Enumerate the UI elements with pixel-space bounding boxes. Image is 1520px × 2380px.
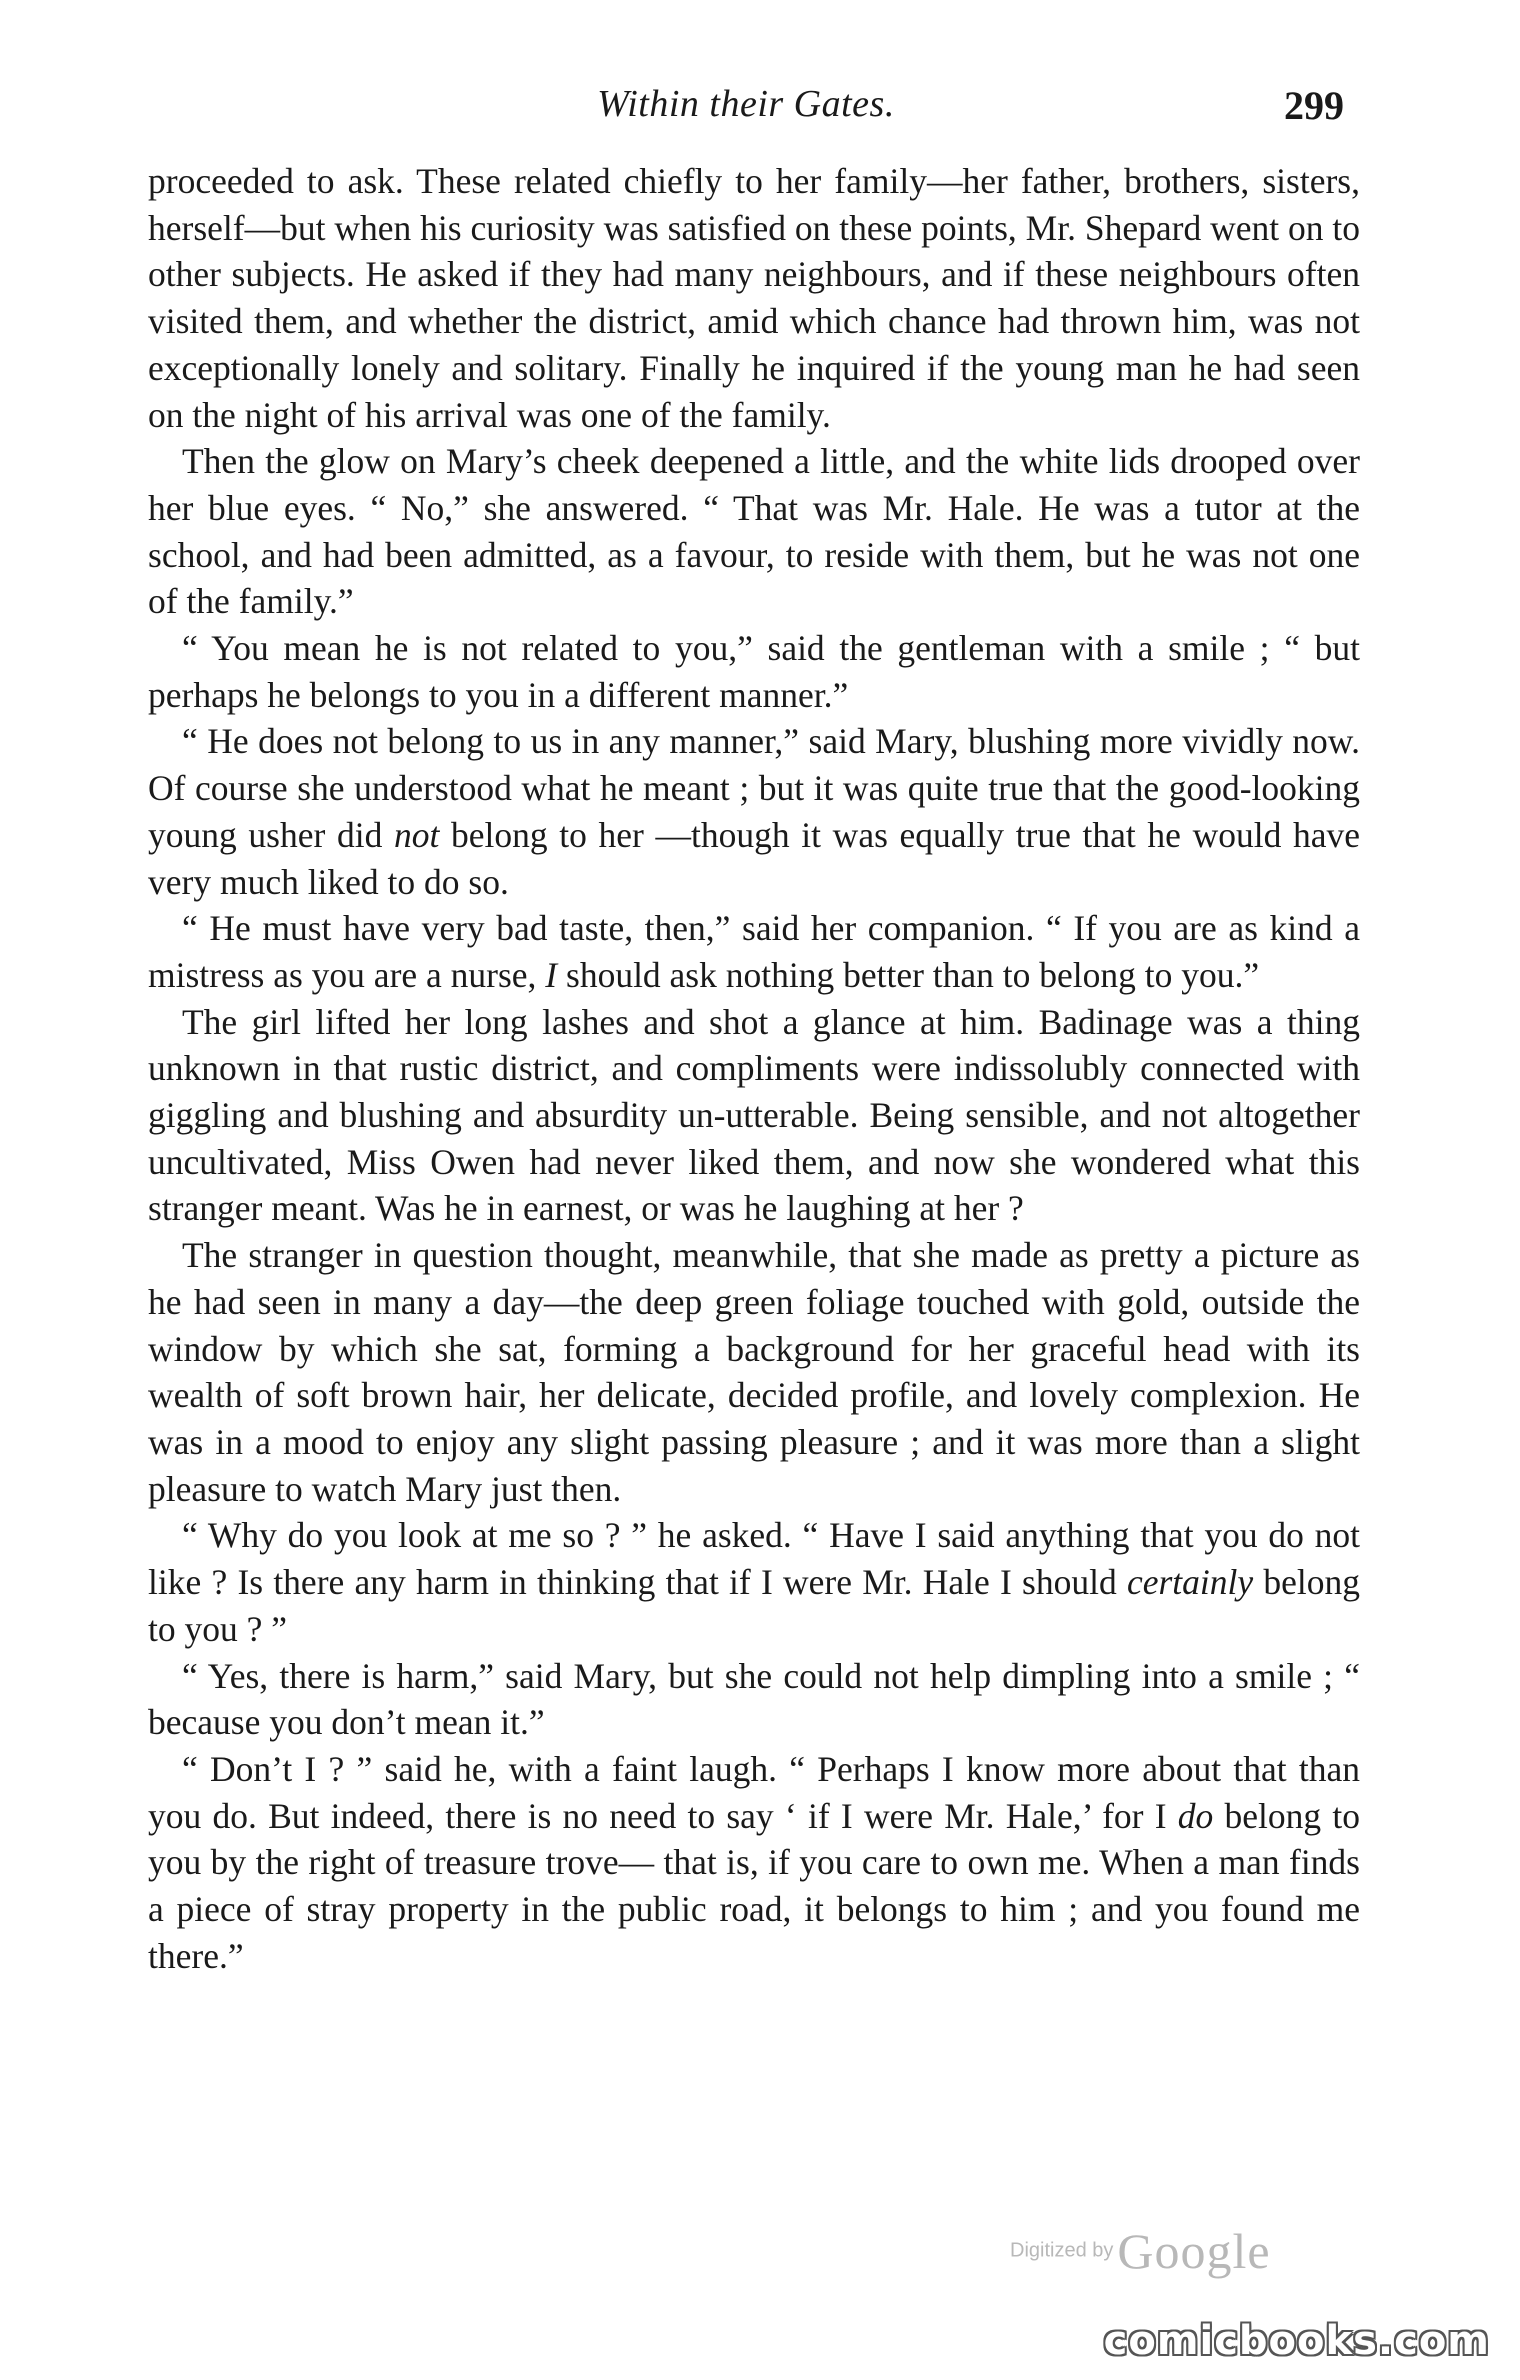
- text-run: The girl lifted her long lashes and shot a glance at him. Badinage was a thing unknown in that rustic district, and compliments were indissolubly connected with giggling and blushing and absurdity un-utterable. Being sensible, and not altogether uncultivated, Miss Owen had never liked them, and now she wondered what this stranger meant. Was he in earnest, or was he laughing at her ?: [148, 1001, 1360, 1229]
- emphasized-text: certainly: [1126, 1562, 1254, 1603]
- text-run: Then the glow on Mary’s cheek deepened a little, and the white lids drooped over her blue eyes. “ No,” she answered. “ That was Mr. Hale. He was a tutor at the school, and had been admitted, as a favour, to reside with them, but he was not one of the family.”: [148, 441, 1360, 622]
- paragraph: [148, 1512, 1360, 1652]
- running-title: Within their Gates.: [597, 83, 895, 125]
- emphasized-text: not: [393, 814, 440, 855]
- paragraph: [148, 625, 1360, 718]
- text-run: “ Why do you look at me so ? ” he asked. “ Have I said anything that you do not like ? Is there any harm in thinking that if I were Mr. Hale I should: [148, 1515, 1360, 1603]
- site-watermark: comicbooks.com: [1103, 2318, 1490, 2364]
- text-run: “ Don’t I ? ” said he, with a faint laugh. “ Perhaps I know more about that than you do. But indeed, there is no need to say ‘ if I were Mr. Hale,’ for I: [148, 1748, 1360, 1836]
- page-number: 299: [1284, 83, 1344, 128]
- paragraph: [148, 1232, 1360, 1512]
- google-logo: Google: [1117, 2223, 1271, 2279]
- text-run: “ Yes, there is harm,” said Mary, but she could not help dimpling into a smile ; “ because you don’t mean it.”: [148, 1655, 1360, 1743]
- body-text: [148, 158, 1360, 1979]
- text-run: “ He must have very bad taste, then,” said her companion. “ If you are as kind a mistress as you are a nurse,: [148, 908, 1360, 995]
- text-run: belong to you ? ”: [148, 1562, 1360, 1649]
- paragraph: [148, 1653, 1360, 1746]
- paragraph: [148, 158, 1360, 438]
- digitized-by-watermark: [1010, 2222, 1340, 2282]
- text-run: belong to you by the right of treasure trove— that is, if you care to own me. When a man finds a piece of stray property in the public road, it belongs to him ; and you found me there.”: [148, 1795, 1361, 1976]
- digitized-by-label: Digitized by: [1010, 2239, 1114, 2262]
- emphasized-text: I: [545, 954, 558, 995]
- paragraph: [148, 438, 1360, 625]
- page-header: [148, 82, 1344, 142]
- paragraph: [148, 718, 1360, 905]
- text-run: The stranger in question thought, meanwhile, that she made as pretty a picture as he had seen in many a day—the deep green foliage touched with gold, outside the window by which she sat, forming a background for her graceful head with its wealth of soft brown hair, her delicate, decided profile, and lovely complexion. He was in a mood to enjoy any slight passing pleasure ; and it was more than a slight pleasure to watch Mary just then.: [148, 1235, 1360, 1509]
- text-run: proceeded to ask. These related chiefly to her family—her father, brothers, sisters, herself—but when his curiosity was satisfied on these points, Mr. Shepard went on to other subjects. He asked if they had many neighbours, and if these neighbours often visited them, and whether the district, amid which chance had thrown him, was not exceptionally lonely and solitary. Finally he inquired if the young man he had seen on the night of his arrival was one of the family.: [148, 161, 1360, 435]
- paragraph: [148, 999, 1360, 1233]
- text-run: belong to her —though it was equally true that he would have very much liked to do so.: [148, 814, 1361, 902]
- text-run: should ask nothing better than to belong to you.”: [557, 954, 1260, 995]
- paragraph: [148, 905, 1360, 998]
- text-run: “ You mean he is not related to you,” said the gentleman with a smile ; “ but perhaps he belongs to you in a different manner.”: [148, 628, 1360, 715]
- emphasized-text: do: [1177, 1795, 1214, 1836]
- paragraph: [148, 1746, 1360, 1980]
- text-run: “ He does not belong to us in any manner,” said Mary, blushing more vividly now. Of course she understood what he meant ; but it was quite true that the good-looking young usher did: [148, 721, 1360, 855]
